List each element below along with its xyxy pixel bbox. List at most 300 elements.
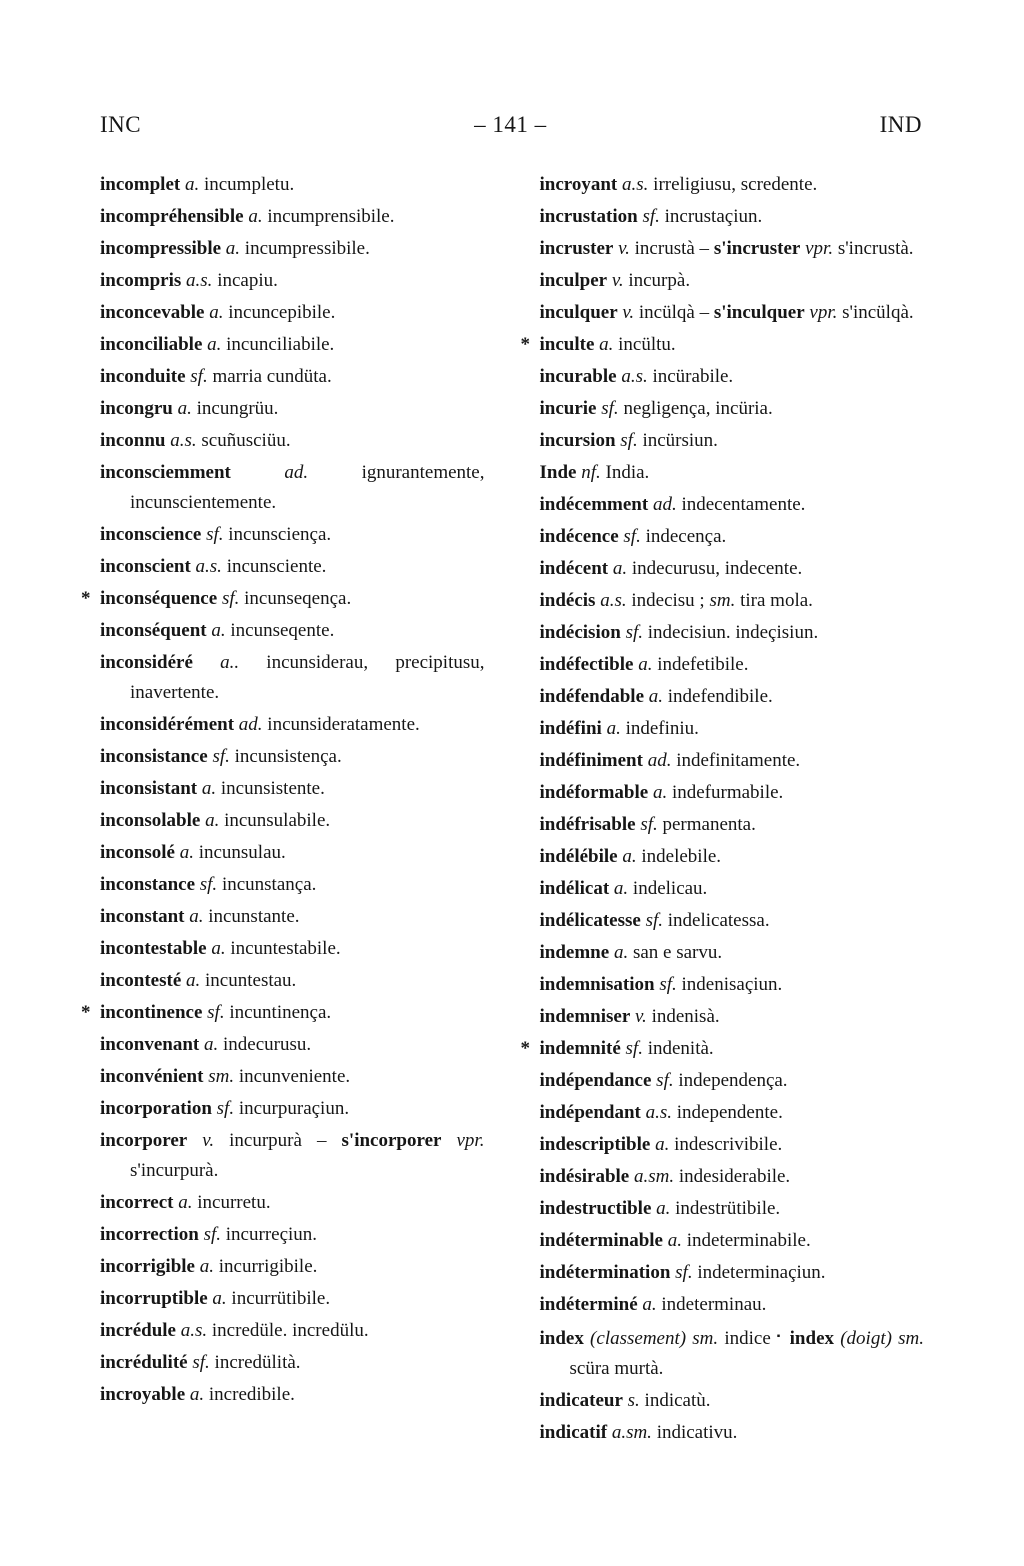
entry-pos-label: a. — [663, 1230, 682, 1251]
entry-headword: inconsidérément — [100, 714, 235, 735]
entry-headword: incrédule — [100, 1320, 176, 1341]
entry-headword: indécis — [539, 590, 596, 611]
entry-headword: inconsolé — [100, 842, 175, 863]
dictionary-entry — [100, 458, 485, 518]
entry-translation: incurpurà – — [214, 1130, 342, 1151]
entry-headword: inconstant — [100, 906, 185, 927]
entry-headword: indestructible — [539, 1198, 652, 1219]
entry-translation: indelicatessa. — [663, 910, 770, 931]
entry-pos-label: ad. — [648, 494, 677, 515]
dictionary-entry — [100, 806, 485, 836]
dictionary-entry — [100, 648, 485, 708]
entry-headword: incorrect — [100, 1192, 174, 1213]
entry-translation: incunciliabile. — [221, 334, 335, 355]
entry-headword: indétermination — [539, 1262, 671, 1283]
entry-translation: incunstança. — [217, 874, 317, 895]
entry-translation: incumprensibile. — [262, 206, 395, 227]
entry-translation: indelebile. — [636, 846, 722, 867]
entry-headword: inconstance — [100, 874, 195, 895]
left-column — [81, 170, 485, 1450]
entry-translation: incumpletu. — [199, 174, 295, 195]
entry-translation: incunveniente. — [234, 1066, 351, 1087]
entry-pos-label: sf. — [185, 366, 208, 387]
entry-translation: indecurusu, indecente. — [627, 558, 803, 579]
entry-translation: incürabile. — [647, 366, 734, 387]
entry-translation: incapiu. — [212, 270, 278, 291]
dictionary-entry — [540, 906, 925, 936]
entry-headword: indéfendable — [539, 686, 645, 707]
dictionary-entry — [100, 838, 485, 868]
dictionary-entry — [540, 234, 925, 264]
entry-translation: incurretu. — [192, 1192, 271, 1213]
entry-headword: inconvenant — [100, 1034, 200, 1055]
dictionary-entry — [100, 1062, 485, 1092]
entry-translation: indenisaçiun. — [676, 974, 783, 995]
entry-pos-label: a. — [202, 334, 222, 355]
entry-translation: incunsiderau, precipitusu, inavertente. — [130, 652, 485, 703]
entry-headword: indéterminé — [539, 1294, 638, 1315]
entry-pos-label: a. — [608, 558, 628, 579]
dictionary-entry — [100, 1094, 485, 1124]
entry-pos-label: ad. — [230, 462, 309, 483]
entry-pos-label: sf. — [202, 1002, 225, 1023]
dictionary-entry — [540, 1258, 925, 1288]
entry-pos-label: a. — [204, 302, 224, 323]
entry-pos-label: a. — [181, 970, 201, 991]
entry-translation: permanenta. — [657, 814, 756, 835]
entry-headword: incompréhensible — [100, 206, 244, 227]
entry-translation: incunsciença. — [223, 524, 332, 545]
page-header — [100, 112, 922, 138]
entry-headword: s'inculquer — [713, 302, 805, 323]
dictionary-entry — [100, 1188, 485, 1218]
entry-separator-square: ▪ — [770, 1331, 790, 1342]
dictionary-entry — [100, 298, 485, 328]
entry-headword: incontestable — [100, 938, 207, 959]
entry-translation: incredibile. — [204, 1384, 295, 1405]
entry-translation: incumpressibile. — [240, 238, 370, 259]
entry-pos-label: sf. — [195, 874, 218, 895]
entry-pos-label: a.s. — [176, 1320, 208, 1341]
entry-pos-label: a. — [601, 718, 621, 739]
entry-translation: incrustà – — [629, 238, 714, 259]
entry-translation: incunsistente. — [216, 778, 325, 799]
entry-pos-label: v. — [613, 238, 630, 259]
entry-pos-label: a.sm. — [629, 1166, 675, 1187]
entry-pos-label: a.s. — [190, 556, 222, 577]
entry-headword: inconsidéré — [100, 652, 193, 673]
entry-headword: inconcevable — [100, 302, 205, 323]
entry-translation: s'incrustà. — [833, 238, 914, 259]
entry-pos-label: a. — [609, 942, 629, 963]
entry-translation: indecisiun. indeçisiun. — [643, 622, 819, 643]
entry-pos-label: a.sm. — [607, 1422, 652, 1443]
entry-headword: incongru — [100, 398, 173, 419]
dictionary-entry — [540, 1322, 925, 1384]
dictionary-entry — [540, 170, 925, 200]
entry-translation: incunseqente. — [225, 620, 335, 641]
dictionary-entry — [81, 998, 485, 1028]
entry-translation: indecisu ; — [626, 590, 710, 611]
entry-headword: indéfiniment — [539, 750, 643, 771]
dictionary-entry — [100, 934, 485, 964]
entry-pos-label: sf. — [187, 1352, 210, 1373]
dictionary-entry — [540, 1386, 925, 1416]
dictionary-entry — [520, 1034, 925, 1064]
dictionary-entry — [540, 1226, 925, 1256]
entry-headword: incomplet — [100, 174, 181, 195]
entry-translation: negligença, incüria. — [618, 398, 773, 419]
entry-headword: incorruptible — [100, 1288, 208, 1309]
entry-headword: indécision — [539, 622, 621, 643]
dictionary-entry — [540, 1290, 925, 1320]
entry-translation: incurrütibile. — [226, 1288, 331, 1309]
entry-headword: inconsistance — [100, 746, 208, 767]
entry-translation: indecentamente. — [676, 494, 806, 515]
entry-pos-label: vpr. — [804, 302, 838, 323]
entry-pos-label: a. — [650, 1134, 670, 1155]
entry-headword: inconvénient — [100, 1066, 204, 1087]
entry-pos-label: a. — [180, 174, 200, 195]
entry-star-marker: * — [520, 1038, 530, 1059]
entry-translation: incurreçiun. — [221, 1224, 318, 1245]
entry-pos-label: ad. — [642, 750, 672, 771]
dictionary-entry — [100, 234, 485, 264]
header-page-number: – 141 – — [474, 112, 547, 137]
dictionary-entry — [540, 650, 925, 680]
entry-headword: s'incruster — [713, 238, 801, 259]
entry-pos-label: a.s. — [617, 174, 649, 195]
entry-translation: incültu. — [613, 334, 676, 355]
entry-translation: independença. — [673, 1070, 788, 1091]
dictionary-entry — [540, 426, 925, 456]
entry-translation: incuntinença. — [224, 1002, 332, 1023]
entry-pos-label: a. — [207, 1288, 227, 1309]
entry-headword: indemne — [539, 942, 610, 963]
entry-translation: incunsulau. — [193, 842, 286, 863]
entry-pos-label: v. — [617, 302, 635, 323]
entry-headword: indéfectible — [539, 654, 634, 675]
dictionary-entry — [540, 746, 925, 776]
dictionary-entry — [540, 1098, 925, 1128]
entry-headword: Inde — [539, 462, 577, 483]
entry-translation: irreligiusu, scredente. — [648, 174, 818, 195]
entry-headword: indéfini — [539, 718, 602, 739]
entry-translation: s'incülqà. — [837, 302, 914, 323]
entry-translation: indecurusu. — [218, 1034, 312, 1055]
entry-translation: incunseqença. — [239, 588, 352, 609]
entry-pos-label: sf. — [615, 430, 638, 451]
entry-translation: indefiniu. — [620, 718, 699, 739]
entry-pos-label: sf. — [637, 206, 660, 227]
dictionary-entry — [100, 774, 485, 804]
entry-headword: incorrection — [100, 1224, 199, 1245]
entry-pos-label: sf. — [211, 1098, 235, 1119]
dictionary-entry — [540, 1418, 925, 1448]
entry-pos-label: s. — [622, 1390, 640, 1411]
dictionary-entry — [540, 618, 925, 648]
entry-pos-label: a. — [173, 1192, 193, 1213]
entry-translation: incunsciente. — [221, 556, 327, 577]
entry-headword: indemnisation — [539, 974, 655, 995]
entry-pos-label: v. — [187, 1130, 215, 1151]
entry-pos-label: sf. — [201, 524, 224, 545]
entry-translation: incunsideratamente. — [262, 714, 420, 735]
entry-pos-label: sf. — [640, 910, 664, 931]
entry-translation: incunsistença. — [229, 746, 342, 767]
dictionary-entry — [540, 298, 925, 328]
entry-translation: incurrigibile. — [213, 1256, 318, 1277]
entry-headword: indescriptible — [539, 1134, 651, 1155]
dictionary-entry — [100, 616, 485, 646]
entry-pos-label: sf. — [217, 588, 240, 609]
entry-pos-label: a. — [617, 846, 637, 867]
dictionary-entry — [100, 202, 485, 232]
entry-headword: indéfrisable — [539, 814, 636, 835]
dictionary-entry — [520, 330, 925, 360]
entry-translation: incunstante. — [203, 906, 300, 927]
entry-translation: indelicau. — [628, 878, 708, 899]
entry-translation: tira mola. — [735, 590, 813, 611]
dictionary-entry — [540, 490, 925, 520]
entry-pos-label: a. — [185, 1384, 205, 1405]
entry-headword: index — [539, 1328, 584, 1349]
dictionary-entry — [540, 1066, 925, 1096]
dictionary-entry — [540, 266, 925, 296]
dictionary-entry — [100, 870, 485, 900]
entry-pos-label: a. — [184, 906, 204, 927]
entry-pos-label: vpr. — [800, 238, 834, 259]
entry-pos-label: sf. — [618, 526, 641, 547]
entry-pos-label: sf. — [620, 1038, 643, 1059]
dictionary-entry — [100, 426, 485, 456]
entry-pos-label: sf. — [635, 814, 658, 835]
entry-headword: inconduite — [100, 366, 186, 387]
dictionary-entry — [540, 714, 925, 744]
entry-pos-label: sf. — [207, 746, 230, 767]
entry-translation: indicatù. — [639, 1390, 711, 1411]
entry-headword: inculquer — [539, 302, 618, 323]
entry-translation: indeterminaçiun. — [692, 1262, 826, 1283]
entry-star-marker: * — [520, 334, 530, 355]
entry-pos-label: v. — [630, 1006, 647, 1027]
dictionary-entry — [100, 710, 485, 740]
entry-headword: indéformable — [539, 782, 649, 803]
dictionary-entry — [540, 682, 925, 712]
entry-headword: incurable — [539, 366, 617, 387]
entry-headword: incompressible — [100, 238, 222, 259]
entry-pos-label: sf. — [620, 622, 643, 643]
entry-translation: India. — [600, 462, 650, 483]
entry-translation: indefetibile. — [652, 654, 749, 675]
entry-headword: indécent — [539, 558, 609, 579]
entry-translation: indenisà. — [646, 1006, 720, 1027]
entry-translation: incuncepibile. — [223, 302, 336, 323]
entry-pos-label: a. — [633, 654, 653, 675]
entry-translation: indeterminabile. — [682, 1230, 811, 1251]
dictionary-entry — [100, 520, 485, 550]
dictionary-entry — [100, 266, 485, 296]
entry-pos-label: a. — [651, 1198, 671, 1219]
header-guide-word-left: INC — [100, 112, 142, 137]
dictionary-entry — [100, 1220, 485, 1250]
text-columns — [81, 170, 924, 1450]
dictionary-entry — [540, 842, 925, 872]
entry-pos-label: a. — [200, 810, 220, 831]
entry-pos-label: a.s. — [640, 1102, 673, 1123]
entry-headword: indicateur — [539, 1390, 623, 1411]
right-column — [520, 170, 925, 1450]
dictionary-entry — [540, 394, 925, 424]
entry-translation: incurpà. — [623, 270, 691, 291]
entry-pos-label: nf. — [576, 462, 601, 483]
entry-translation: incrustaçiun. — [659, 206, 763, 227]
dictionary-entry — [540, 202, 925, 232]
entry-pos-label: a. — [609, 878, 629, 899]
dictionary-entry — [540, 938, 925, 968]
dictionary-entry — [100, 1284, 485, 1314]
dictionary-entry — [100, 902, 485, 932]
entry-headword: inconscient — [100, 556, 191, 577]
entry-translation: incülqà – — [634, 302, 714, 323]
entry-pos-label: a. — [243, 206, 263, 227]
entry-pos-label: a. — [644, 686, 664, 707]
dictionary-entry — [540, 1162, 925, 1192]
entry-translation: indecença. — [640, 526, 727, 547]
entry-translation: incuntestau. — [200, 970, 297, 991]
entry-pos-label: a.s. — [595, 590, 627, 611]
entry-headword: inconsistant — [100, 778, 198, 799]
entry-translation: indefurmabile. — [667, 782, 784, 803]
entry-headword: indélicat — [539, 878, 610, 899]
entry-pos-label: a.s. — [165, 430, 197, 451]
entry-pos-label: sf. — [596, 398, 619, 419]
entry-headword: indépendance — [539, 1070, 652, 1091]
entry-pos-label: a. — [174, 842, 194, 863]
entry-translation: indice — [718, 1328, 771, 1349]
entry-headword: incorporer — [100, 1130, 188, 1151]
entry-translation: incredüle. incredülu. — [207, 1320, 369, 1341]
dictionary-entry — [100, 1252, 485, 1282]
entry-pos-label: vpr. — [441, 1130, 485, 1151]
dictionary-entry — [100, 552, 485, 582]
entry-headword: incorporation — [100, 1098, 212, 1119]
entry-headword: incursion — [539, 430, 616, 451]
entry-pos-label: sm. — [203, 1066, 235, 1087]
entry-translation: indestrütibile. — [670, 1198, 781, 1219]
entry-translation: san e sarvu. — [628, 942, 723, 963]
entry-headword: inculper — [539, 270, 608, 291]
entry-pos-label: a. — [197, 778, 217, 799]
entry-star-marker: * — [81, 1002, 91, 1023]
entry-headword: inconscience — [100, 524, 202, 545]
dictionary-entry — [100, 1030, 485, 1060]
entry-headword: incontinence — [100, 1002, 203, 1023]
entry-headword: inconséquent — [100, 620, 207, 641]
entry-headword: indépendant — [539, 1102, 641, 1123]
dictionary-entry — [540, 586, 925, 616]
entry-translation: indesiderabile. — [674, 1166, 791, 1187]
dictionary-entry — [540, 874, 925, 904]
entry-pos-label: a. — [206, 938, 226, 959]
entry-pos-label: sf. — [651, 1070, 674, 1091]
entry-translation: incürsiun. — [637, 430, 718, 451]
dictionary-entry — [540, 554, 925, 584]
dictionary-entry — [100, 1126, 485, 1186]
entry-headword: incontesté — [100, 970, 182, 991]
entry-translation: incurpuraçiun. — [234, 1098, 350, 1119]
entry-headword: s'incorporer — [341, 1130, 442, 1151]
entry-pos-label: (classement) sm. — [583, 1328, 719, 1349]
entry-translation: incredülità. — [209, 1352, 301, 1373]
entry-headword: incroyable — [100, 1384, 186, 1405]
entry-pos-label: a. — [194, 1256, 214, 1277]
entry-pos-label: sm. — [709, 590, 736, 611]
entry-headword: incruster — [539, 238, 614, 259]
entry-pos-label: a. — [648, 782, 668, 803]
dictionary-entry — [100, 742, 485, 772]
header-guide-word-right: IND — [879, 112, 922, 137]
dictionary-entry — [100, 330, 485, 360]
dictionary-entry — [100, 394, 485, 424]
entry-pos-label: ad. — [234, 714, 263, 735]
entry-pos-label: a. — [221, 238, 241, 259]
entry-translation: incuntestabile. — [225, 938, 341, 959]
entry-translation: scuñusciüu. — [196, 430, 291, 451]
entry-translation: indefinitamente. — [671, 750, 801, 771]
dictionary-entry — [540, 970, 925, 1000]
entry-headword: index — [789, 1328, 835, 1349]
entry-translation: indenità. — [642, 1038, 714, 1059]
entry-headword: incurie — [539, 398, 597, 419]
entry-pos-label: a. — [206, 620, 226, 641]
entry-headword: indemnité — [539, 1038, 621, 1059]
entry-headword: incroyant — [539, 174, 618, 195]
entry-headword: inconciliable — [100, 334, 203, 355]
dictionary-entry — [100, 1348, 485, 1378]
dictionary-entry — [100, 966, 485, 996]
dictionary-entry — [100, 362, 485, 392]
entry-translation: ignurantemente, incunscientemente. — [130, 462, 485, 513]
entry-headword: inconnu — [100, 430, 166, 451]
dictionary-entry — [540, 1002, 925, 1032]
dictionary-entry — [540, 810, 925, 840]
entry-translation: indeterminau. — [656, 1294, 767, 1315]
entry-pos-label: sf. — [654, 974, 677, 995]
entry-translation: marria cundüta. — [207, 366, 332, 387]
entry-headword: inconsolable — [100, 810, 201, 831]
entry-headword: indécemment — [539, 494, 649, 515]
entry-translation: scüra murtà. — [569, 1358, 664, 1379]
entry-headword: incrédulité — [100, 1352, 188, 1373]
dictionary-entry — [540, 522, 925, 552]
dictionary-entry — [100, 1316, 485, 1346]
entry-pos-label: sf. — [670, 1262, 693, 1283]
entry-pos-label: a. — [594, 334, 614, 355]
entry-pos-label: a. — [637, 1294, 657, 1315]
entry-headword: indélicatesse — [539, 910, 641, 931]
entry-headword: indéterminable — [539, 1230, 663, 1251]
dictionary-entry — [540, 362, 925, 392]
entry-pos-label: a.s. — [181, 270, 213, 291]
entry-headword: inculte — [539, 334, 595, 355]
dictionary-entry — [540, 1130, 925, 1160]
entry-headword: inconséquence — [100, 588, 218, 609]
entry-translation: independente. — [672, 1102, 783, 1123]
entry-pos-label: a.. — [192, 652, 240, 673]
entry-pos-label: sf. — [198, 1224, 222, 1245]
dictionary-entry — [81, 584, 485, 614]
